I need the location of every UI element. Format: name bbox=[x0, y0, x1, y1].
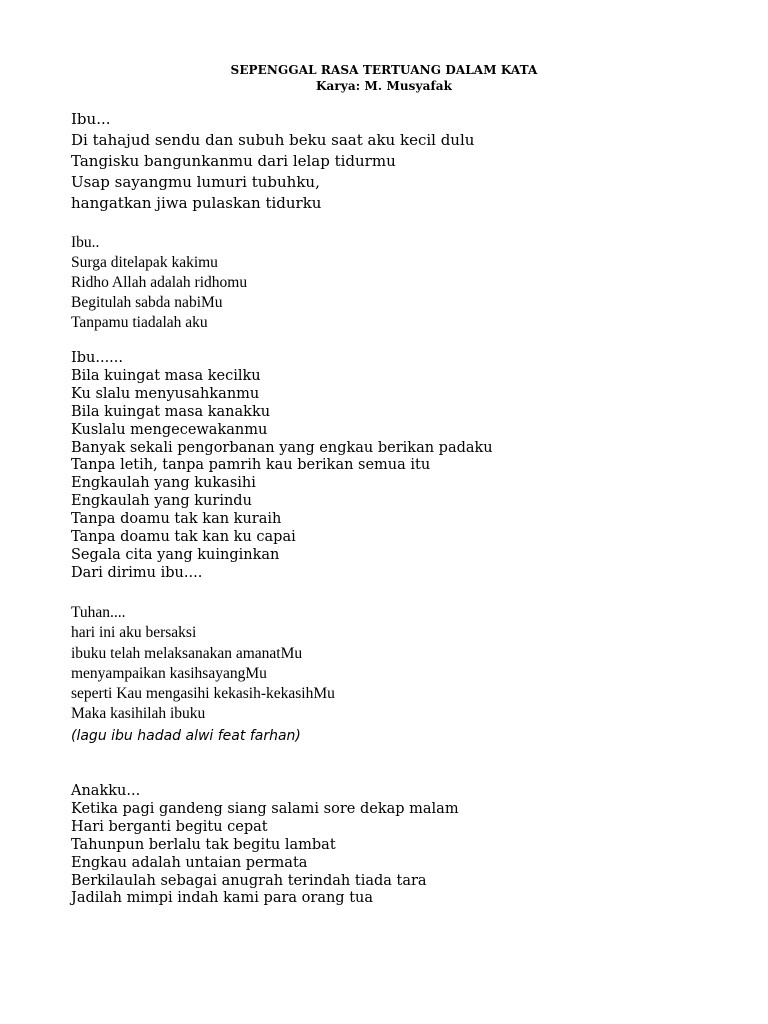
stanza-line: ibuku telah melaksanakan amanatMu bbox=[71, 644, 303, 662]
stanza-line: Begitulah sabda nabiMu bbox=[71, 294, 223, 311]
stanza-line: Tanpa letih, tanpa pamrih kau berikan semua itu bbox=[71, 457, 431, 474]
stanza-line: Tangisku bangunkanmu dari lelap tidurmu bbox=[71, 152, 396, 170]
stanza-line: Berkilaulah sebagai anugrah terindah tiada tara bbox=[71, 872, 427, 889]
song-reference-note: (lagu ibu hadad alwi feat farhan) bbox=[71, 727, 301, 744]
stanza-1 bbox=[71, 109, 721, 214]
stanza-line: menyampaikan kasihsayangMu bbox=[71, 664, 267, 682]
stanza-line: Anakku... bbox=[71, 783, 141, 799]
stanza-line: Tanpamu tiadalah aku bbox=[71, 314, 208, 331]
poem-title: SEPENGGAL RASA TERTUANG DALAM KATA bbox=[230, 63, 538, 77]
stanza-line: Tuhan.... bbox=[71, 604, 126, 621]
stanza-line: Ridho Allah adalah ridhomu bbox=[71, 274, 248, 291]
stanza-line: Tanpa doamu tak kan kuraih bbox=[71, 511, 282, 528]
title-block bbox=[0, 62, 768, 94]
poem-author: Karya: M. Musyafak bbox=[315, 79, 453, 93]
stanza-line: Ku slalu menyusahkanmu bbox=[71, 385, 260, 402]
stanza-line: hari ini aku bersaksi bbox=[71, 624, 197, 642]
stanza-line: Engkau adalah untaian permata bbox=[71, 854, 308, 871]
stanza-line: Usap sayangmu lumuri tubuhku, bbox=[71, 173, 320, 191]
stanza-line: Ibu.. bbox=[71, 234, 100, 251]
stanza-line: Tanpa doamu tak kan ku capai bbox=[71, 529, 296, 546]
stanza-line: Banyak sekali pengorbanan yang engkau berikan padaku bbox=[71, 439, 493, 456]
stanza-line: Tahunpun berlalu tak begitu lambat bbox=[71, 836, 336, 853]
stanza-line: Engkaulah yang kukasihi bbox=[71, 475, 256, 492]
stanza-line: Ketika pagi gandeng siang salami sore dekap malam bbox=[71, 800, 459, 817]
stanza-line: Ibu...... bbox=[71, 350, 124, 366]
stanza-line: Maka kasihilah ibuku bbox=[71, 705, 206, 723]
stanza-line: Segala cita yang kuinginkan bbox=[71, 546, 280, 563]
stanza-line: Hari berganti begitu cepat bbox=[71, 818, 268, 835]
stanza-line: Ibu... bbox=[71, 110, 111, 128]
stanza-line: Bila kuingat masa kanakku bbox=[71, 403, 271, 420]
stanza-line: Kuslalu mengecewakanmu bbox=[71, 421, 268, 438]
stanza-line: Bila kuingat masa kecilku bbox=[71, 367, 261, 384]
stanza-4 bbox=[71, 603, 721, 747]
stanza-3 bbox=[71, 350, 721, 583]
stanza-5 bbox=[71, 783, 721, 908]
stanza-line: Dari dirimu ibu.... bbox=[71, 564, 203, 581]
stanza-line: Engkaulah yang kurindu bbox=[71, 493, 252, 510]
stanza-line: Di tahajud sendu dan subuh beku saat aku kecil dulu bbox=[71, 131, 475, 149]
stanza-line: hangatkan jiwa pulaskan tidurku bbox=[71, 194, 322, 212]
stanza-line: Surga ditelapak kakimu bbox=[71, 254, 218, 271]
stanza-line: Jadilah mimpi indah kami para orang tua bbox=[71, 890, 374, 907]
stanza-2 bbox=[71, 233, 721, 333]
stanza-line: seperti Kau mengasihi kekasih-kekasihMu bbox=[71, 685, 335, 703]
